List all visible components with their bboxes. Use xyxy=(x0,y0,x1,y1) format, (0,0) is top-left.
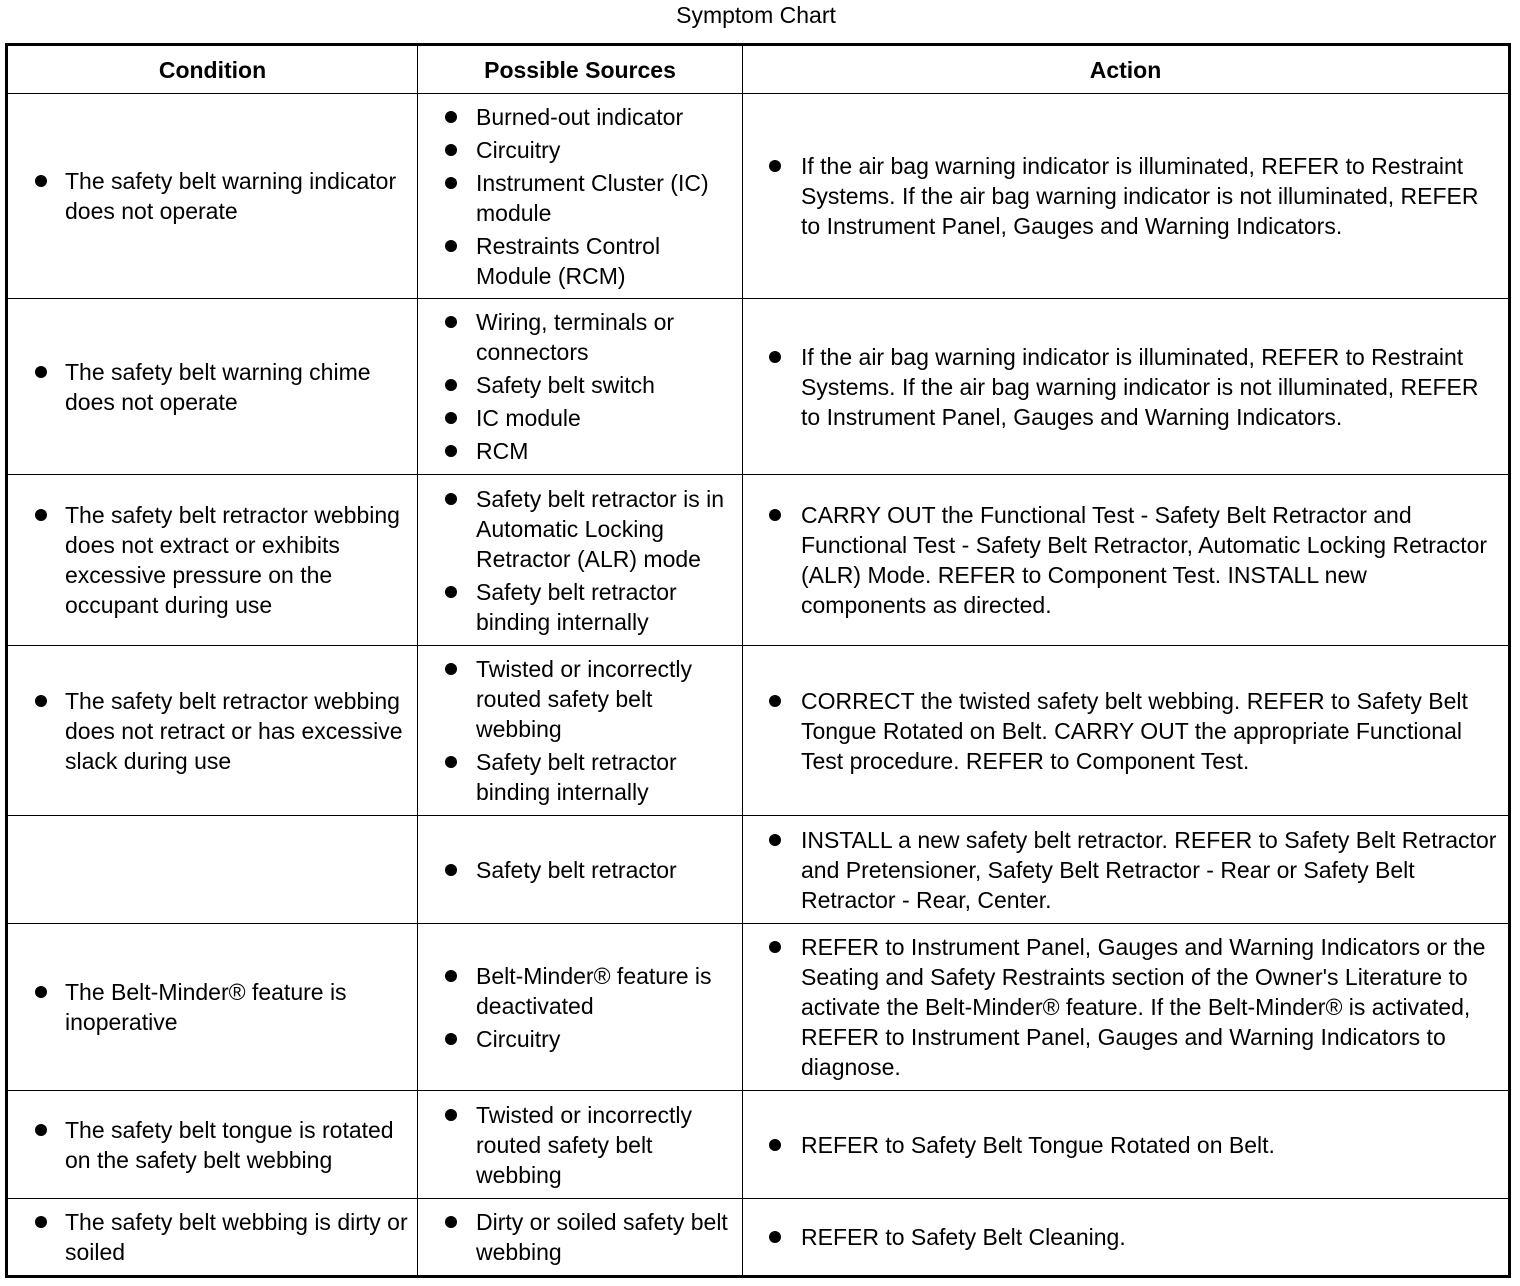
list-item xyxy=(743,686,1508,776)
possible-sources-cell xyxy=(418,475,743,646)
list-item xyxy=(743,825,1508,915)
bullet-icon xyxy=(35,366,47,378)
action-cell xyxy=(743,1091,1510,1199)
list-item-text: Wiring, terminals or connectors xyxy=(476,309,675,365)
header-action: Action xyxy=(743,45,1510,94)
list-item-text: RCM xyxy=(476,438,529,464)
bullet-icon xyxy=(35,1124,47,1136)
bullet-list xyxy=(418,961,742,1054)
list-item-text: CORRECT the twisted safety belt webbing. REFER to Safety Belt Tongue Rotated on Belt. CARRY OUT the appropriate Functional Test procedure. REFER to Component Test. xyxy=(801,687,1468,774)
list-item-text: The Belt-Minder® feature is inoperative xyxy=(65,979,347,1035)
list-item-text: The safety belt warning chime does not operate xyxy=(65,358,371,415)
bullet-icon xyxy=(35,986,47,998)
bullet-icon xyxy=(445,445,457,457)
list-item-text: Safety belt retractor binding internally xyxy=(476,578,677,635)
bullet-list xyxy=(8,500,417,620)
bullet-icon xyxy=(445,864,457,876)
bullet-icon xyxy=(769,160,781,172)
bullet-icon xyxy=(445,663,457,675)
possible-sources-cell xyxy=(418,924,743,1091)
bullet-icon xyxy=(445,756,457,768)
list-item-text: Twisted or incorrectly routed safety belt webbing xyxy=(476,656,693,742)
list-item xyxy=(418,1024,742,1054)
bullet-icon xyxy=(35,175,47,187)
list-item-text: Instrument Cluster (IC) module xyxy=(476,169,709,226)
list-item xyxy=(8,977,417,1037)
condition-cell xyxy=(7,924,418,1091)
bullet-icon xyxy=(769,1139,781,1151)
list-item xyxy=(418,135,742,165)
list-item xyxy=(743,342,1508,432)
bullet-list xyxy=(743,825,1508,915)
list-item xyxy=(743,500,1508,620)
bullet-icon xyxy=(445,586,457,598)
list-item xyxy=(743,1222,1508,1252)
bullet-list xyxy=(743,500,1508,620)
list-item-text: The safety belt tongue is rotated on the safety belt webbing xyxy=(65,1116,394,1173)
list-item xyxy=(8,1115,417,1175)
list-item-text: REFER to Safety Belt Tongue Rotated on Belt. xyxy=(801,1131,1275,1158)
list-item-text: Dirty or soiled safety belt webbing xyxy=(476,1209,728,1265)
table-row xyxy=(7,816,1510,924)
bullet-list xyxy=(8,166,417,226)
list-item-text: Safety belt retractor is in Automatic Locking Retractor (ALR) mode xyxy=(476,485,724,572)
list-item-text: The safety belt retractor webbing does not extract or exhibits excessive pressure on the occupant during use xyxy=(65,502,400,618)
table-row xyxy=(7,475,1510,646)
list-item xyxy=(743,932,1508,1082)
bullet-icon xyxy=(445,144,457,156)
bullet-icon xyxy=(769,509,781,521)
action-cell xyxy=(743,924,1510,1091)
bullet-icon xyxy=(445,1216,457,1228)
bullet-icon xyxy=(35,695,47,707)
condition-cell xyxy=(7,1091,418,1199)
list-item xyxy=(418,168,742,228)
action-cell xyxy=(743,1199,1510,1277)
bullet-list xyxy=(8,977,417,1037)
action-cell xyxy=(743,94,1510,299)
bullet-list xyxy=(418,654,742,807)
bullet-icon xyxy=(445,316,457,328)
bullet-icon xyxy=(769,941,781,953)
bullet-icon xyxy=(769,1231,781,1243)
bullet-list xyxy=(8,686,417,776)
table-row xyxy=(7,1199,1510,1277)
list-item-text: The safety belt warning indicator does not operate xyxy=(65,168,397,224)
bullet-list xyxy=(418,484,742,637)
list-item xyxy=(418,1207,742,1267)
action-cell xyxy=(743,646,1510,816)
bullet-icon xyxy=(769,834,781,846)
list-item xyxy=(418,1100,742,1190)
list-item-text: If the air bag warning indicator is illuminated, REFER to Restraint Systems. If the air bag warning indicator is not illuminated, REFER to Instrument Panel, Gauges and Warning Indicators. xyxy=(801,343,1479,430)
bullet-icon xyxy=(445,970,457,982)
bullet-list xyxy=(743,686,1508,776)
list-item xyxy=(8,357,417,417)
list-item xyxy=(743,151,1508,241)
bullet-list xyxy=(8,1115,417,1175)
list-item xyxy=(743,1130,1508,1160)
list-item-text: Twisted or incorrectly routed safety belt webbing xyxy=(476,1101,693,1188)
list-item-text: If the air bag warning indicator is illuminated, REFER to Restraint Systems. If the air bag warning indicator is not illuminated, REFER to Instrument Panel, Gauges and Warning Indicators. xyxy=(801,153,1479,239)
bullet-list xyxy=(743,342,1508,432)
table-body xyxy=(7,94,1510,1277)
list-item xyxy=(8,1207,417,1267)
list-item xyxy=(418,855,742,885)
condition-cell xyxy=(7,816,418,924)
symptom-chart-table xyxy=(5,43,1511,1278)
table-row xyxy=(7,924,1510,1091)
header-condition: Condition xyxy=(7,45,418,94)
list-item-text: The safety belt retractor webbing does not retract or has excessive slack during use xyxy=(65,687,403,774)
condition-cell xyxy=(7,646,418,816)
bullet-icon xyxy=(769,695,781,707)
bullet-list xyxy=(743,1130,1508,1160)
bullet-list xyxy=(418,855,742,885)
list-item xyxy=(418,102,742,132)
bullet-icon xyxy=(445,240,457,252)
list-item-text: REFER to Instrument Panel, Gauges and Warning Indicators or the Seating and Safety Restraints section of the Owner's Literature to activate the Belt-Minder® feature. If the Belt-Minder® is activated, REFER to Instrument Panel, Gauges and Warning Indicators to diagnose. xyxy=(801,934,1486,1080)
list-item-text: Belt-Minder® feature is deactivated xyxy=(476,962,712,1019)
list-item-text: Circuitry xyxy=(476,1025,561,1052)
action-cell xyxy=(743,816,1510,924)
bullet-icon xyxy=(35,1216,47,1228)
possible-sources-cell xyxy=(418,1199,743,1277)
list-item xyxy=(418,747,742,807)
list-item xyxy=(418,484,742,574)
possible-sources-cell xyxy=(418,94,743,299)
bullet-icon xyxy=(445,1033,457,1045)
condition-cell xyxy=(7,1199,418,1277)
list-item-text: INSTALL a new safety belt retractor. REFER to Safety Belt Retractor and Pretensioner, Safety Belt Retractor - Rear or Safety Belt Retractor - Rear, Center. xyxy=(801,826,1497,913)
bullet-icon xyxy=(445,1109,457,1121)
bullet-icon xyxy=(445,379,457,391)
list-item xyxy=(418,231,742,291)
list-item-text: CARRY OUT the Functional Test - Safety Belt Retractor and Functional Test - Safety Belt Retractor, Automatic Locking Retractor (ALR) Mode. REFER to Component Test. INSTALL new components as directed. xyxy=(801,502,1488,618)
bullet-list xyxy=(8,357,417,417)
bullet-list xyxy=(418,102,742,291)
condition-cell xyxy=(7,94,418,299)
list-item-text: Safety belt retractor xyxy=(476,856,677,883)
table-row xyxy=(7,646,1510,816)
list-item-text: Circuitry xyxy=(476,136,561,163)
bullet-list xyxy=(743,1222,1508,1252)
list-item xyxy=(418,307,742,367)
possible-sources-cell xyxy=(418,816,743,924)
condition-cell xyxy=(7,475,418,646)
bullet-icon xyxy=(769,351,781,363)
bullet-list xyxy=(418,1207,742,1267)
list-item xyxy=(8,686,417,776)
action-cell xyxy=(743,299,1510,475)
list-item-text: IC module xyxy=(476,405,581,431)
table-row xyxy=(7,299,1510,475)
bullet-list xyxy=(743,932,1508,1082)
action-cell xyxy=(743,475,1510,646)
list-item-text: Restraints Control Module (RCM) xyxy=(476,232,661,289)
list-item xyxy=(418,436,742,466)
bullet-icon xyxy=(445,177,457,189)
list-item-text: Safety belt retractor binding internally xyxy=(476,749,677,805)
bullet-icon xyxy=(35,509,47,521)
bullet-list xyxy=(743,151,1508,241)
chart-title: Symptom Chart xyxy=(676,2,836,28)
table-row xyxy=(7,94,1510,299)
bullet-icon xyxy=(445,111,457,123)
bullet-list xyxy=(418,307,742,466)
table-row xyxy=(7,1091,1510,1199)
list-item-text: REFER to Safety Belt Cleaning. xyxy=(801,1224,1126,1250)
header-possible-sources: Possible Sources xyxy=(418,45,743,94)
list-item-text: Safety belt switch xyxy=(476,372,655,398)
bullet-list xyxy=(8,1207,417,1267)
possible-sources-cell xyxy=(418,646,743,816)
bullet-list xyxy=(418,1100,742,1190)
list-item xyxy=(8,166,417,226)
condition-cell xyxy=(7,299,418,475)
list-item-text: Burned-out indicator xyxy=(476,103,684,130)
possible-sources-cell xyxy=(418,299,743,475)
list-item xyxy=(418,403,742,433)
list-item xyxy=(418,654,742,744)
header-row xyxy=(7,45,1510,94)
bullet-icon xyxy=(445,493,457,505)
list-item xyxy=(418,577,742,637)
list-item xyxy=(8,500,417,620)
bullet-icon xyxy=(445,412,457,424)
possible-sources-cell xyxy=(418,1091,743,1199)
list-item xyxy=(418,961,742,1021)
list-item-text: The safety belt webbing is dirty or soiled xyxy=(65,1209,408,1265)
list-item xyxy=(418,370,742,400)
